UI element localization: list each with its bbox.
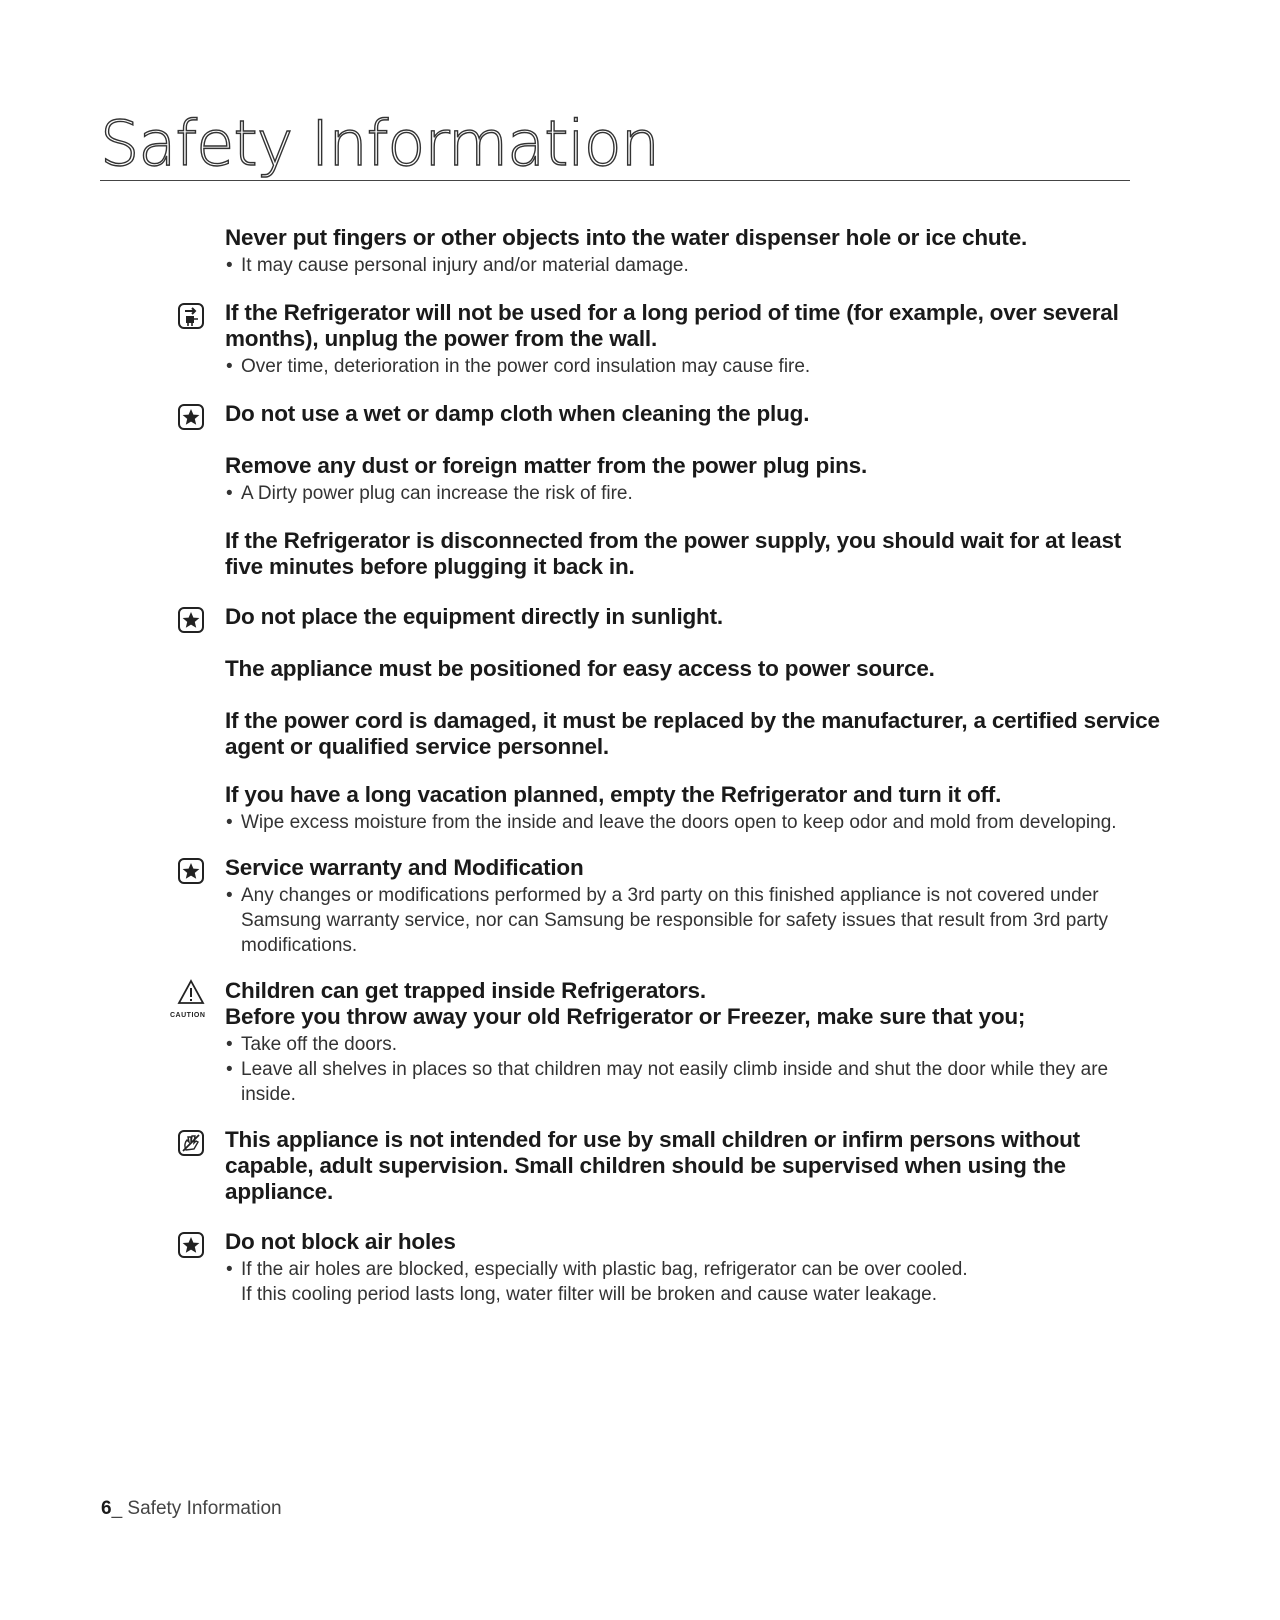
item-bullets	[225, 354, 1160, 379]
item-heading: Remove any dust or foreign matter from the power plug pins.	[225, 453, 868, 478]
star-icon	[177, 857, 205, 885]
bullet: • If the air holes are blocked, especially with plastic bag, refrigerator can be over cooled.	[225, 1257, 1160, 1282]
safety-item	[225, 300, 1160, 379]
item-heading: If you have a long vacation planned, empty the Refrigerator and turn it off.	[225, 782, 1002, 807]
safety-item	[225, 1127, 1160, 1205]
safety-item	[225, 225, 1160, 278]
item-heading: Never put fingers or other objects into the water dispenser hole or ice chute.	[225, 225, 1028, 250]
title-rule	[100, 108, 1130, 181]
item-heading: Do not block air holes	[225, 1229, 456, 1254]
no-touch-icon	[177, 1129, 205, 1157]
safety-item	[225, 1229, 1160, 1307]
page-number: 6	[101, 1498, 112, 1519]
star-icon	[177, 606, 205, 634]
safety-item	[225, 401, 1160, 427]
item-heading: If the Refrigerator is disconnected from the power supply, you should wait for at least five minutes before plugging it back in.	[225, 528, 1122, 579]
unplug-icon	[177, 302, 205, 330]
bullet: • Leave all shelves in places so that children may not easily climb inside and shut the door while they are inside.	[225, 1057, 1160, 1107]
bullet: • Take off the doors.	[225, 1032, 1160, 1057]
item-bullets	[225, 1257, 1160, 1307]
caution-icon	[177, 978, 205, 1006]
safety-item	[170, 978, 1160, 1107]
item-bullets	[225, 810, 1160, 835]
item-heading: This appliance is not intended for use by small children or infirm persons without capable, adult supervision. Small children should be supervised when using the appliance.	[225, 1127, 1080, 1204]
safety-item	[225, 855, 1160, 958]
safety-item	[225, 656, 1160, 682]
item-bullets	[225, 883, 1160, 958]
item-heading: If the power cord is damaged, it must be replaced by the manufacturer, a certified service agent or qualified service personnel.	[225, 708, 1160, 759]
item-heading: If the Refrigerator will not be used for a long period of time (for example, over several months), unplug the power from the wall.	[225, 300, 1119, 351]
item-heading: Do not place the equipment directly in sunlight.	[225, 604, 723, 629]
item-heading: Children can get trapped inside Refrigerators.	[225, 978, 706, 1003]
item-heading: The appliance must be positioned for easy access to power source.	[225, 656, 935, 681]
star-icon	[177, 403, 205, 431]
item-heading: Do not use a wet or damp cloth when cleaning the plug.	[225, 401, 810, 426]
item-subheading: Before you throw away your old Refrigerator or Freezer, make sure that you;	[225, 1004, 1026, 1029]
page-title: Safety Information	[100, 107, 659, 180]
bullet: • It may cause personal injury and/or material damage.	[225, 253, 1160, 278]
item-heading: Service warranty and Modification	[225, 855, 584, 880]
safety-item	[225, 604, 1160, 630]
item-bullets	[225, 253, 1160, 278]
item-bullets	[225, 1032, 1160, 1107]
footer-section: _ Safety Information	[111, 1498, 282, 1519]
safety-item	[225, 453, 1160, 506]
bullet-continuation: If this cooling period lasts long, water filter will be broken and cause water leakage.	[241, 1284, 937, 1305]
caution-label: CAUTION	[170, 1012, 206, 1019]
safety-item	[225, 708, 1160, 760]
star-icon	[177, 1231, 205, 1259]
safety-item	[225, 528, 1160, 580]
safety-item	[225, 782, 1160, 835]
bullet: • Over time, deterioration in the power cord insulation may cause fire.	[225, 354, 1160, 379]
safety-list	[170, 225, 1160, 1327]
bullet: • Wipe excess moisture from the inside and leave the doors open to keep odor and mold from developing.	[225, 810, 1160, 835]
item-bullets	[225, 481, 1160, 506]
page-footer	[101, 1498, 282, 1520]
bullet: • A Dirty power plug can increase the risk of fire.	[225, 481, 1160, 506]
bullet: • Any changes or modifications performed by a 3rd party on this finished appliance is not covered under Samsung warranty service, nor can Samsung be responsible for safety issues that result from 3rd party modifications.	[225, 883, 1160, 958]
